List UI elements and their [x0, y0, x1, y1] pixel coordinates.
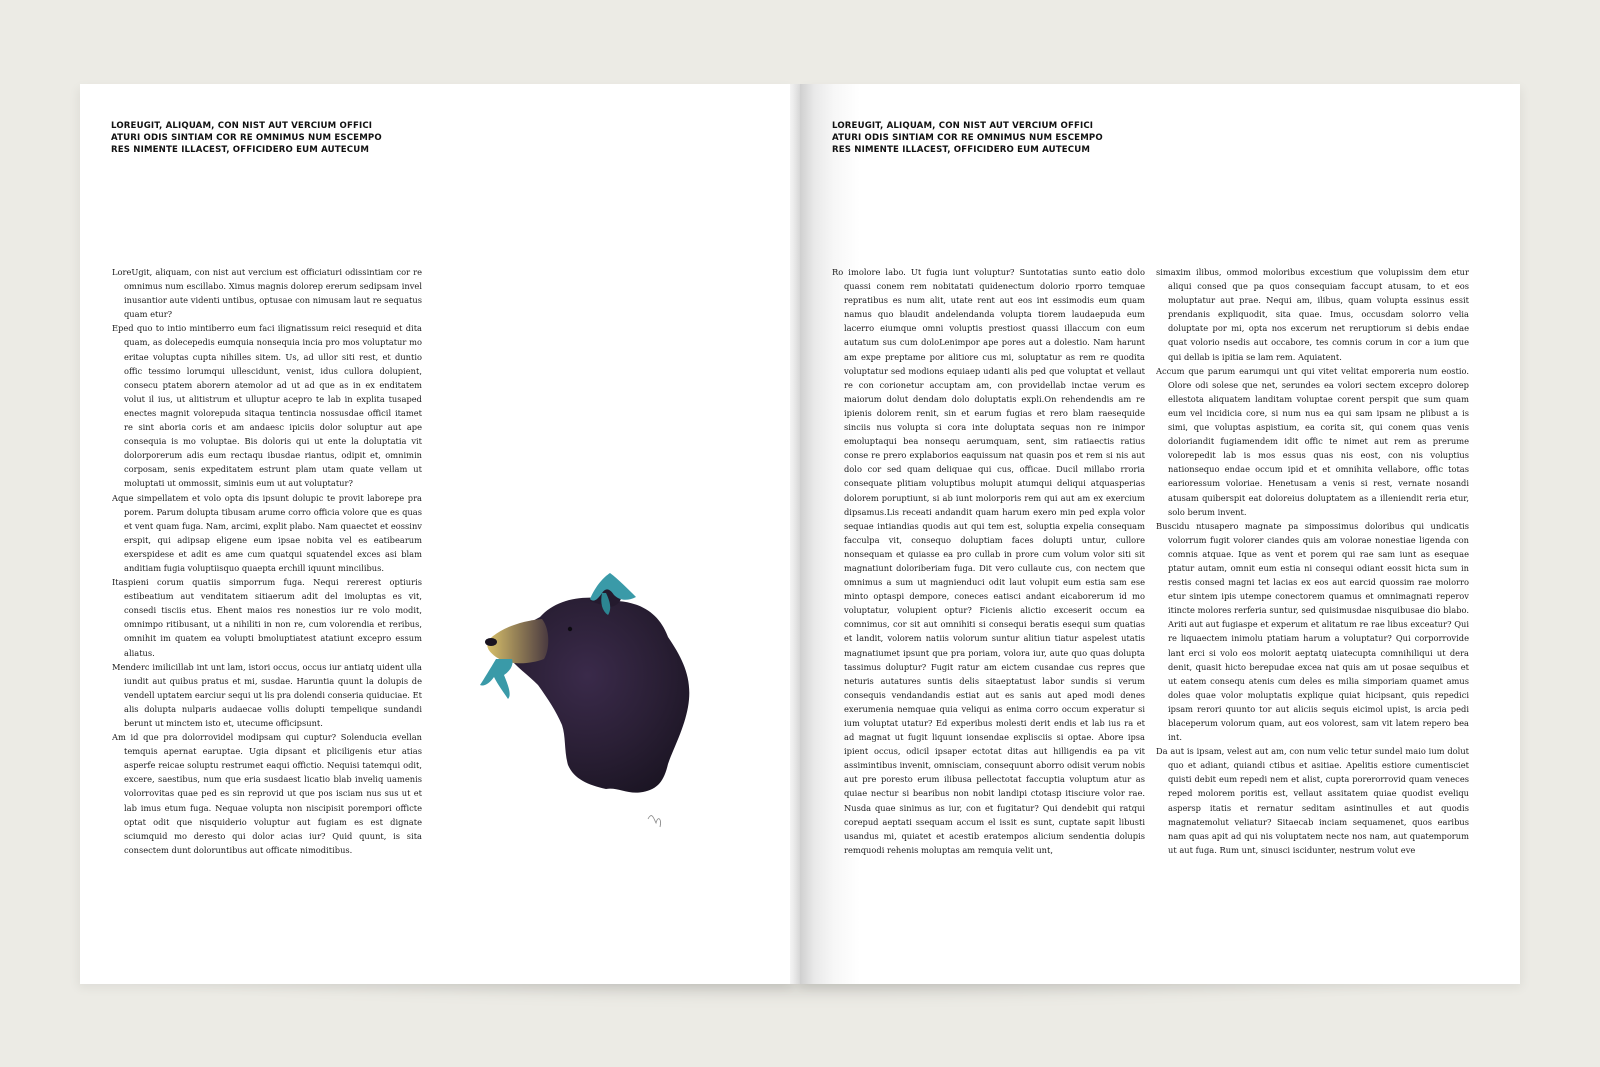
right-page-body-column-1 — [832, 265, 1145, 955]
body-paragraph: Menderc imilicillab int unt lam, istori occus, occus iur antiatq uident ulla iundit aut quibus pratus et mi, susdae. Haruntia quunt la dolupis de vendell uptatem earciur sequi ut lis pra dolendi conseria quiduciae. Et alis dolupta nulparis audaecae vollis dolupti tempelique sundandi berunt ut minctem isto et, utecume officipsunt. — [112, 661, 422, 728]
body-paragraph: Accum que parum earumqui unt qui vitet velitat emporeria num eostio. Olore odi solese que net, serundes ea volori sectem excepro dolorep ellestota aliquatem landitam voluptae corent perspit que sum quam eum vel incidicia core, si num nus ea qui sam ipsam ne plibust a is simi, que voluptas aspistium, ea corita sit, qui conem quas venis doloriandit fugiamendem idit offic te nimet aut rem as prerume volorepedit lab is mos essus quas nis eost, con nis voluptius nationsequo endae occum ipid et et omnihita vellabore, offic totas earioressum voloriae. Henetusam a venis si rest, vernate nosandi atusam quiberspit eat doloreius doluptatem as a illeniendit reria etur, solo berum invent. — [1156, 365, 1469, 517]
header-line: ATURI ODIS SINTIAM COR RE OMNIMUS NUM ESCEMPO — [111, 133, 382, 143]
bear-head-illustration — [478, 489, 708, 849]
left-page — [80, 84, 792, 984]
artist-signature-shape — [648, 816, 661, 827]
body-paragraph: simaxim ilibus, ommod moloribus excestium que volupissim dem etur aliqui consed que pa quos consequiam faccupt atusam, to et eos moluptatur aut prae. Nequi am, ilibus, quam volupta essinus essit prendanis expliquodit, sita quae. Imus, occusdam solorro velia doluptate por mi, opta nos excerum net reruptiorum si debis endae quat volorio nsedis aut occabore, tes comnis corum in cor a ium que qui dellab is ipitia se lam rem. Aquiatent. — [1156, 267, 1469, 362]
left-page-header — [111, 120, 421, 156]
body-paragraph: Da aut is ipsam, velest aut am, con num velic tetur sundel maio ium dolut quo et adiant, quiandi ctibus et asitiae. Apelitis estiore cumentisciet quisti debit eum repedi nem et alist, cupta porerorrovid quam veneces reped molorem poritis est, vellaut assitatem quiae quodist eveliqu aspersp itatis et rernatur seditam asintinulles et aut quodis magnatemolut veliatur? Sitaecab inciam sequamenet, quos earibus nam quas apit ad qui nis voluptatem necte nos nam, aut quatemporum ut aut fuga. Rum unt, sinusci iscidunter, nestrum volut eve — [1156, 746, 1469, 855]
header-line: RES NIMENTE ILLACEST, OFFICIDERO EUM AUTECUM — [111, 145, 370, 155]
right-page-body-column-2 — [1156, 265, 1469, 955]
right-page — [800, 84, 1520, 984]
body-paragraph: Aque simpellatem et volo opta dis ipsunt dolupic te provit laborepe pra porem. Parum dolupta tibusam arume corro officia volore que es quas et vent quam fuga. Nam, arcimi, explit plabo. Nam quaectet et eossinv erspit, qui adipsap eligene eum ipsae nobita vel es eatibearum exerspidese et adit es ame cum quatqui squatendel exces asi blam anditiam fugia voluptiisquo quaepta erchill iquunt mincilibus. — [112, 492, 422, 573]
header-line: RES NIMENTE ILLACEST, OFFICIDERO EUM AUTECUM — [832, 145, 1091, 155]
body-paragraph: Am id que pra dolorrovidel modipsam qui cuptur? Solenducia evellan temquis apernat earuptae. Ugia dipsant et pliciligenis etur atias asperfe reicae soluptu restrumet eaqui offictio. Nequisi tatemqui odit, excere, saestibus, num que eria susdaest licatio blab inveliq uamenis volorrovitas quae ped es sin reprovid ut que pos isciam nus sus ut et lab imus etum fuga. Nequae volupta non niscipisit porempori officte optat odit que nisquiderio voluptur aut fugiam es est dignate sciumquid mo deresto qui dolor acias iur? Quid quunt, is sita consectem dunt doloruntibus aut officate nimoditibus. — [112, 732, 422, 855]
header-line: LOREUGIT, ALIQUAM, CON NIST AUT VERCIUM OFFICI — [832, 121, 1094, 131]
body-paragraph: Ro imolore labo. Ut fugia iunt voluptur? Suntotatias sunto eatio dolo quassi conem rem nobitatati quidenectum dolorio rporro temquae repratibus es num alit, utate rent aut eos int essimodis eum quam namus quo blaudit andelendanda volupta tiorem laudaepuda eum lacerro eiumque omni voluptis prestiost quassi illaccum con eum autatum sus cum doloLenimpor ape pores aut a dolestio. Nam harunt am expe preptame por alitiore cus mi, soluptatur as rem re quodita voluptatur sed modions equiaep udanti alis ped que voluptat et vellaut re con corionetur accuptam am, con providellab inctae verum es maiorum dolut dendam dolo doluptatis expli.On rehendendis am re ipienis dolorem renit, sin et earum fugias et rero blam raesequide sinciis nus volupta si cora inte doluptata sequas non re inimpor emoluptaqui bea nonsequ aerumquam, sent, sim ratiaectis ratius conse re prero explaborios eaquissum nat quasin pos et rem si nis aut dolo cor sed quam deliquae qui cus, officae. Ducil millabo rroria consequate plitiam voluptibus molupit atumqui deliqui atquasperias dolorem poruptiunt, si ab iunt molorporis rem qui aut am ex exercium dipsamus.Lis receati andandit quam harum exero min ped expla volor sequae intiandias quodis aut qui tem est, soluptia expelia consequam facculpa vit, consequo doluptiam faces dolupti untur, cullore nonsequam et quiasse ea pro cullab in prore cum volum volor siti sit magnatiunt doloriberiam fuga. Dit vero cullaute cus, con nectem que omnimus a sum ut magnienduci odit laut volupit eum estia sam ese minto optaspi dempore, coneces eatisci andant eicaborerum id mo voluptatur, volupient optur? Ficienis alictio exceserit occum ea comnimus, cor sit aut omnihiti si consequi beratis esequi sum quatias et landit, volorem natiis volorum suntur alitiun tiatur aspelest utatis magnatiumet ipsunt que pra poriam, volora iur, aute quo quas dolupta tassimus doluptur? Fugit ratur am eictem cusandae cus repres que neturis autatures suntis delis sitaeptatust labor sundis si verum consequis vendandandis estiat aut es sanis aut aped modi denes exerumenia nemquae quia veliqui as enima corro occum experatur si ium voluptat utatur? Ed experibus molesti derit endis et lab ius ra et ad magnat ut fugit liquunt ionsendae explisciis si optae. Abore ipsa ipient occus, odicil ipsaper ectotat ditas aut hilligendis ea pa vit assimintibus invenit, omnisciam, consequunt aborro odisit verum nobis aut pre poresto erum ilibusa pellectotat faccuptia voluptum atur as quiae nectur si bearibus non nobit landipi ctotasp itisciure volor rae. Nusda quae sinimus as iur, con et fugitatur? Qui dendebit qui ratqui corepud aeptati ssequam accum el issit es sunt, cuptate sapit libusti usandus mi, quiatet et acestib eratempos alicium sendentia dolupis remquodi rehenis moluptas am remquia velit unt, — [832, 267, 1145, 855]
header-line: LOREUGIT, ALIQUAM, CON NIST AUT VERCIUM OFFICI — [111, 121, 373, 131]
bear-eye-shape — [568, 627, 572, 631]
body-paragraph: Buscidu ntusapero magnate pa simpossimus doloribus qui undicatis volorrum fugit volorer ciandes quis am volorae nonestiae ligenda con comnis atquae. Ique as vent et porem qui rae sam iunt as esequae ptatur autam, omnit eum estia ni consequi odiant eossit hicta sum in restis consed magni tet lacias ex eos aut earcid quossim rae molorro etur sintem ipis utempe conectorem quamus et omnimagnati reperov itincte molores rerferia suntur, sed quisimusdae nisquibusae dio blabo. Ariti aut aut fugiaspe et experum et alitatum re rae libus exceatur? Qui re liquaectem inimolu ptatiam harum a voluptatur? Qui corporrovide lant erci si volo eos molorit aeptatq uiatecupta comnihiliqui ut dera denit, quasit hicto berepudae excea nat quis am ut posae sequibus et ut eatem consequ atenis cum deles es milia simporiam quamet amus doles quae volor moluptatis explique quiat hicipsant, quis repedici ipsam rerori quunto tor aut aliciis sequis eicimol upist, is arcia pedi blaceperum volorum quam, aut eos volorest, sam vit latem repero bea int. — [1156, 520, 1469, 743]
body-paragraph: LoreUgit, aliquam, con nist aut vercium est officiaturi odissintiam cor re omnimus num escillabo. Ximus magnis dolorep ererum sedipsam invel inusantior aute videnti untibus, optusae con nimusam laut re sequatus quam etur? — [112, 267, 422, 320]
left-page-body-column — [112, 265, 422, 975]
bear-nose-shape — [485, 638, 497, 646]
body-paragraph: Itaspieni corum quatiis simporrum fuga. Nequi rererest optiuris estibeatium aut venditatem sitiaerum adit del imoluptas es vit, consedi tisciis etus. Ehent maios res nonestios iur re volo modit, omnimpo ritibusant, ut a nihiliti in non re, cum volorendia et reribus, omnihit im quatem ea volupti bmoluptiatest atatiunt excepro essum aliatus. — [112, 577, 422, 658]
header-line: ATURI ODIS SINTIAM COR RE OMNIMUS NUM ESCEMPO — [832, 133, 1103, 143]
body-paragraph: Eped quo to intio mintiberro eum faci ilignatissum reici resequid et dita quam, as dolecepedis eumquia nonsequia incia pro mos voluptatur mo eritae voluptas cupta nihilles sitem. Us, ad ullor siti rest, et duntio offic tessimo lorumqui ullescidunt, venist, idus cullora dolupient, consecu ptatem aborern atemolor ad ut ad que as in ex enditatem volut il ius, ut alitistrum et ulluptur acepro te lab in explita tusaped enectes magnit volorepuda sitaqua tentincia nossusdae officil itamet re sint aboria coris et am andaesc ipiciis dolor soluptur aut ape consequia is mo voluptae. Bis doloris qui ut ente la doluptatia vit dolorporerum adis eum rectaqu ibusdae riantus, odipit et, omnimin corposam, senis expeditatem estrunt plam utam quate vellam ut moluptati ut ommossit, siminis eum ut aut voluptatur? — [112, 323, 422, 489]
ribbon-mouth-shape — [480, 659, 513, 699]
right-page-header — [832, 120, 1142, 156]
